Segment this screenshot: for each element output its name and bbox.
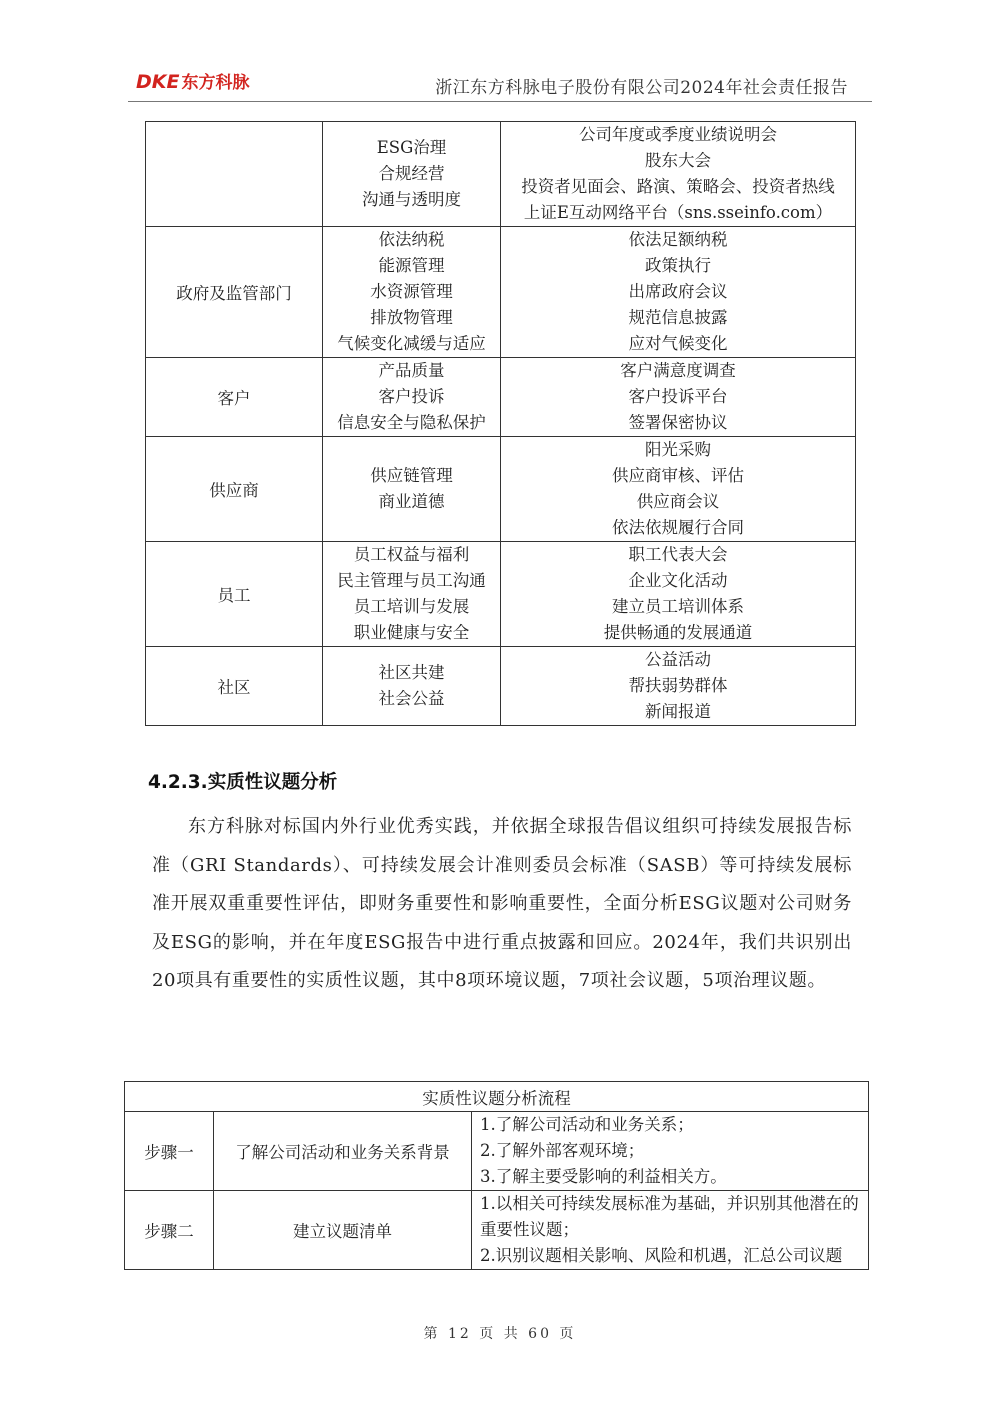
stakeholder-row xyxy=(146,437,856,542)
stakeholder-channels xyxy=(501,647,856,726)
stakeholder-topics-line: 员工权益与福利 xyxy=(353,545,470,564)
section-heading: 4.2.3.实质性议题分析 xyxy=(148,772,338,793)
stakeholder-topics-line: 信息安全与隐私保护 xyxy=(337,413,486,432)
logo-latin: DKE xyxy=(136,71,180,93)
stakeholder-channels xyxy=(501,542,856,647)
process-title-row xyxy=(125,1082,869,1112)
process-step-name: 了解公司活动和业务关系背景 xyxy=(214,1112,472,1191)
process-step-details xyxy=(472,1112,869,1191)
stakeholder-channels-line: 客户投诉平台 xyxy=(628,387,728,406)
stakeholder-topics-line: 合规经营 xyxy=(378,164,445,183)
stakeholder-channels-line: 签署保密协议 xyxy=(628,413,728,432)
stakeholder-row xyxy=(146,358,856,437)
stakeholder-topics-line: 水资源管理 xyxy=(370,282,453,301)
stakeholder-channels xyxy=(501,122,856,227)
stakeholder-topics-line: 职业健康与安全 xyxy=(353,623,470,642)
stakeholder-channels-line: 客户满意度调查 xyxy=(620,361,736,380)
stakeholder-channels xyxy=(501,437,856,542)
report-title: 浙江东方科脉电子股份有限公司2024年社会责任报告 xyxy=(435,78,848,98)
stakeholder-group: 社区 xyxy=(146,647,323,726)
stakeholder-topics xyxy=(323,122,501,227)
stakeholder-channels xyxy=(501,358,856,437)
stakeholder-topics-line: 产品质量 xyxy=(378,361,445,380)
stakeholder-topics-line: 民主管理与员工沟通 xyxy=(337,571,486,590)
stakeholder-table-body xyxy=(146,122,856,726)
stakeholder-channels-line: 公益活动 xyxy=(645,650,711,669)
stakeholder-row xyxy=(146,647,856,726)
stakeholder-channels-line: 股东大会 xyxy=(645,151,711,170)
company-logo xyxy=(136,68,249,93)
stakeholder-channels-line: 公司年度或季度业绩说明会 xyxy=(579,125,777,144)
stakeholder-topics-line: ESG治理 xyxy=(376,138,447,157)
process-table-title: 实质性议题分析流程 xyxy=(125,1082,869,1112)
process-step-row xyxy=(125,1191,869,1270)
section-paragraph: 东方科脉对标国内外行业优秀实践，并依据全球报告倡议组织可持续发展报告标准（GRI Standards）、可持续发展会计准则委员会标准（SASB）等可持续发展标准开展双重重要性评估，即财务重要性和影响重要性，全面分析ESG议题对公司财务及ESG的影响，并在年度ESG报告中进行重点披露和回应。2024年，我们共识别出20项具有重要性的实质性议题，其中8项环境议题，7项社会议题，5项治理议题。 xyxy=(152,816,852,992)
process-step-details-line: 2.了解外部客观环境； xyxy=(480,1141,645,1160)
process-step-label: 步骤二 xyxy=(125,1191,214,1270)
stakeholder-channels-line: 出席政府会议 xyxy=(628,282,728,301)
stakeholder-group: 客户 xyxy=(146,358,323,437)
stakeholder-topics xyxy=(323,647,501,726)
stakeholder-channels-line: 企业文化活动 xyxy=(628,571,728,590)
process-step-details-line: 3.了解主要受影响的利益相关方。 xyxy=(480,1167,727,1186)
stakeholder-channels-line: 规范信息披露 xyxy=(628,308,728,327)
stakeholder-channels-line: 政策执行 xyxy=(645,256,711,275)
stakeholder-row xyxy=(146,227,856,358)
stakeholder-table xyxy=(145,121,856,726)
stakeholder-channels-line: 建立员工培训体系 xyxy=(612,597,744,616)
stakeholder-topics-line: 供应链管理 xyxy=(370,466,453,485)
process-table-body xyxy=(125,1082,869,1270)
logo-cn: 东方科脉 xyxy=(181,73,250,93)
stakeholder-topics-line: 能源管理 xyxy=(378,256,445,275)
header-divider xyxy=(128,101,872,102)
stakeholder-group xyxy=(146,122,323,227)
stakeholder-channels-line: 供应商审核、评估 xyxy=(612,466,744,485)
stakeholder-topics xyxy=(323,227,501,358)
stakeholder-topics-line: 沟通与透明度 xyxy=(362,190,461,209)
process-step-label: 步骤一 xyxy=(125,1112,214,1191)
process-step-row xyxy=(125,1112,869,1191)
process-step-name: 建立议题清单 xyxy=(214,1191,472,1270)
stakeholder-topics-line: 商业道德 xyxy=(378,492,445,511)
page-footer: 第 12 页 共 60 页 xyxy=(423,1326,577,1342)
process-table xyxy=(124,1081,869,1270)
process-step-details-line: 2.识别议题相关影响、风险和机遇，汇总公司议题 xyxy=(480,1246,843,1265)
stakeholder-channels-line: 上证E互动网络平台（sns.sseinfo.com） xyxy=(523,203,833,222)
stakeholder-channels-line: 职工代表大会 xyxy=(628,545,728,564)
stakeholder-channels-line: 阳光采购 xyxy=(645,440,711,459)
stakeholder-topics-line: 依法纳税 xyxy=(378,230,445,249)
stakeholder-channels-line: 新闻报道 xyxy=(645,702,711,721)
stakeholder-topics-line: 员工培训与发展 xyxy=(353,597,470,616)
stakeholder-channels xyxy=(501,227,856,358)
stakeholder-channels-line: 提供畅通的发展通道 xyxy=(603,623,753,642)
stakeholder-topics-line: 客户投诉 xyxy=(378,387,445,406)
stakeholder-channels-line: 应对气候变化 xyxy=(628,334,728,353)
stakeholder-topics-line: 气候变化减缓与适应 xyxy=(337,334,486,353)
stakeholder-channels-line: 帮扶弱势群体 xyxy=(628,676,728,695)
process-step-details xyxy=(472,1191,869,1270)
stakeholder-topics-line: 排放物管理 xyxy=(370,308,453,327)
stakeholder-row xyxy=(146,542,856,647)
process-step-details-line: 1.以相关可持续发展标准为基础，并识别其他潜在的重要性议题； xyxy=(480,1194,859,1239)
stakeholder-group: 政府及监管部门 xyxy=(146,227,323,358)
stakeholder-group: 员工 xyxy=(146,542,323,647)
stakeholder-channels-line: 依法足额纳税 xyxy=(628,230,728,249)
stakeholder-channels-line: 投资者见面会、路演、策略会、投资者热线 xyxy=(521,177,835,196)
stakeholder-topics xyxy=(323,542,501,647)
stakeholder-group: 供应商 xyxy=(146,437,323,542)
stakeholder-topics-line: 社会公益 xyxy=(378,689,445,708)
stakeholder-row xyxy=(146,122,856,227)
stakeholder-topics xyxy=(323,358,501,437)
stakeholder-channels-line: 依法依规履行合同 xyxy=(612,518,744,537)
stakeholder-topics xyxy=(323,437,501,542)
process-step-details-line: 1.了解公司活动和业务关系； xyxy=(480,1115,694,1134)
stakeholder-topics-line: 社区共建 xyxy=(378,663,445,682)
stakeholder-channels-line: 供应商会议 xyxy=(636,492,720,511)
